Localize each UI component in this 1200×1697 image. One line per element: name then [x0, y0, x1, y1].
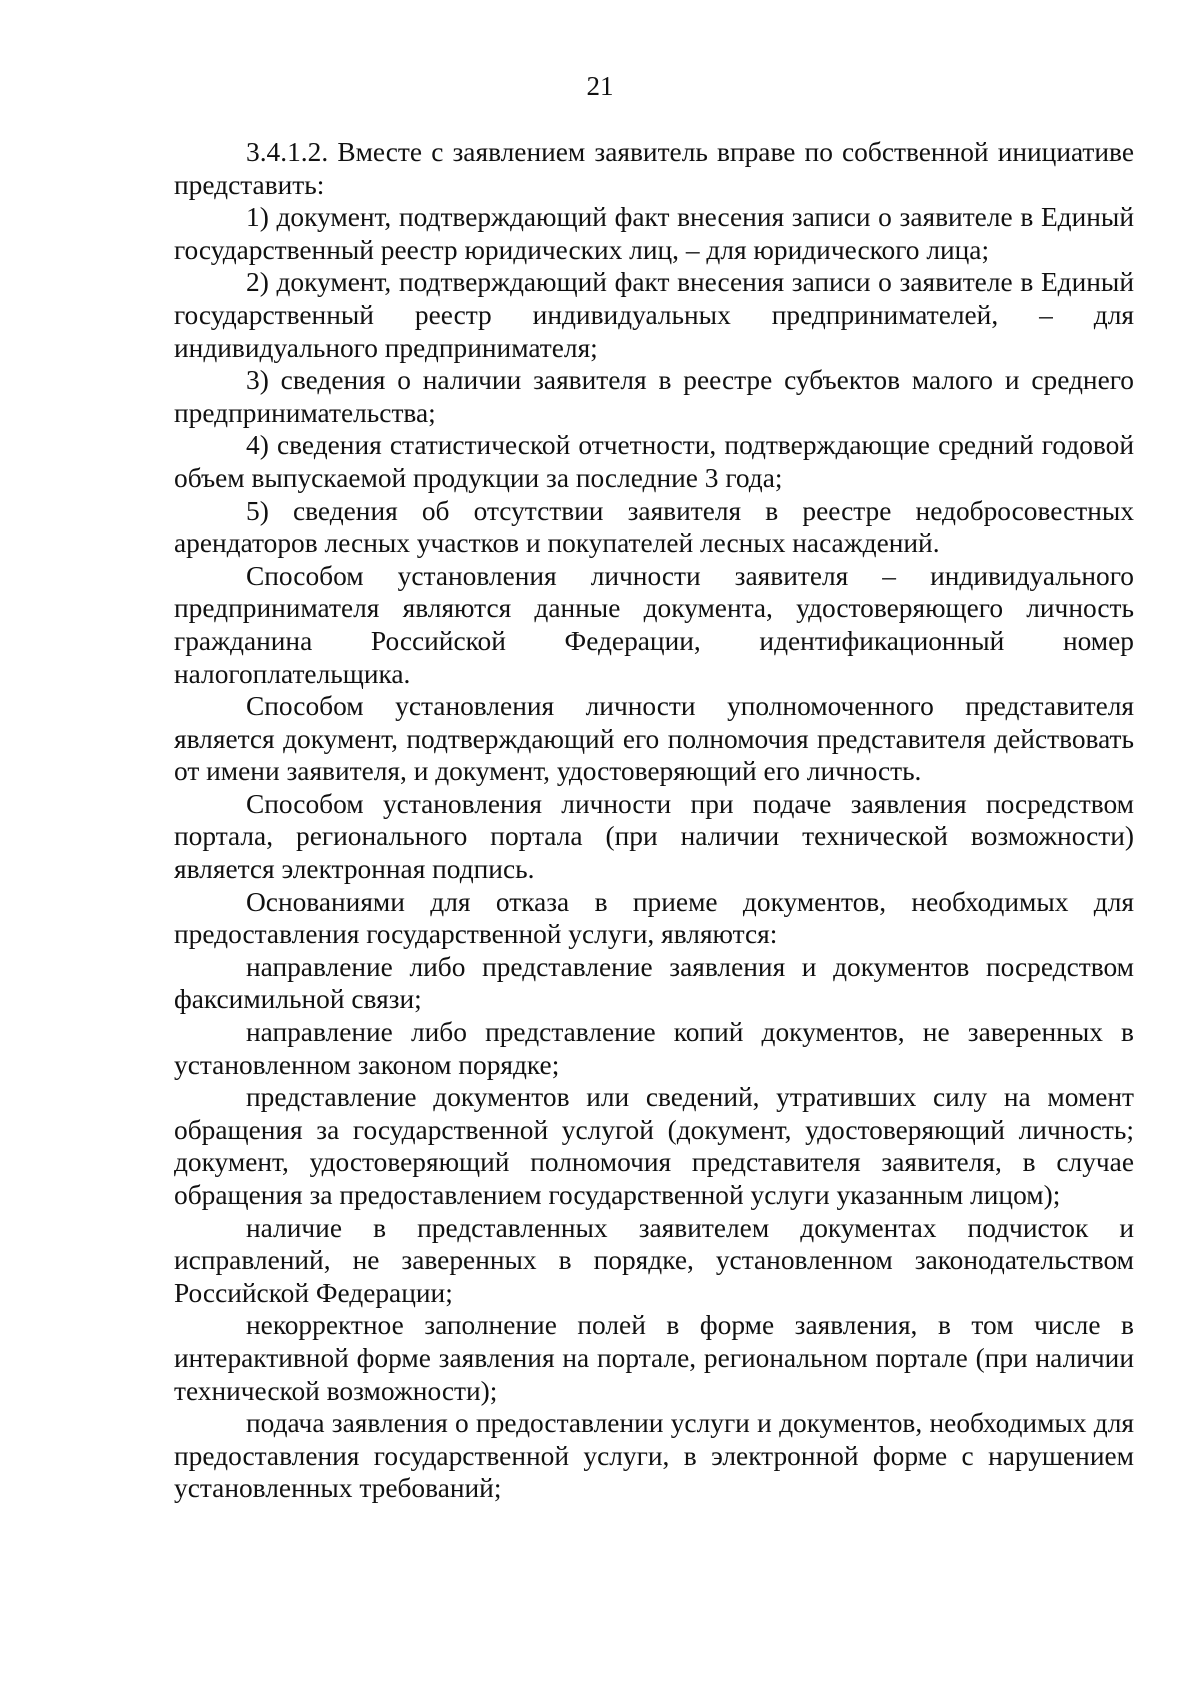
page-number: 21: [586, 71, 614, 101]
paragraph: подача заявления о предоставлении услуги и документов, необходимых для предоставления государственной услуги, в электронной форме с нарушением установленных требований;: [174, 1408, 1134, 1504]
paragraph: Способом установления личности уполномоченного представителя является документ, подтверждающий его полномочия представителя действовать от имени заявителя, и документ, удостоверяющий его личность.: [174, 691, 1134, 787]
document-body: [174, 136, 1134, 1505]
paragraph: 4) сведения статистической отчетности, подтверждающие средний годовой объем выпускаемой продукции за последние 3 года;: [174, 430, 1134, 493]
paragraph: Основаниями для отказа в приеме документов, необходимых для предоставления государственной услуги, являются:: [174, 886, 1134, 950]
paragraph: 3) сведения о наличии заявителя в реестре субъектов малого и среднего предпринимательства;: [174, 365, 1134, 428]
paragraph: направление либо представление копий документов, не заверенных в установленном законом порядке;: [174, 1017, 1134, 1080]
paragraph: некорректное заполнение полей в форме заявления, в том числе в интерактивной форме заявления на портале, региональном портале (при наличии технической возможности);: [174, 1310, 1134, 1406]
paragraph: направление либо представление заявления и документов посредством факсимильной связи;: [174, 951, 1134, 1015]
paragraph: представление документов или сведений, утративших силу на момент обращения за государственной услугой (документ, удостоверяющий личность; документ, удостоверяющий полномочия представителя заявителя, в случае обращения за предоставлением государственной услуги указанным лицом);: [174, 1082, 1134, 1210]
paragraph: 3.4.1.2. Вместе с заявлением заявитель вправе по собственной инициативе представить:: [174, 137, 1134, 200]
paragraph: Способом установления личности при подаче заявления посредством портала, регионального портала (при наличии технической возможности) является электронная подпись.: [174, 788, 1134, 885]
paragraph: 1) документ, подтверждающий факт внесения записи о заявителе в Единый государственный реестр юридических лиц, – для юридического лица;: [174, 202, 1134, 265]
paragraph: 2) документ, подтверждающий факт внесения записи о заявителе в Единый государственный реестр индивидуальных предпринимателей, – для индивидуального предпринимателя;: [174, 267, 1134, 363]
paragraph: 5) сведения об отсутствии заявителя в реестре недобросовестных арендаторов лесных участков и покупателей лесных насаждений.: [174, 495, 1134, 559]
paragraph: Способом установления личности заявителя – индивидуального предпринимателя являются данные документа, удостоверяющего личность гражданина Российской Федерации, идентификационный номер налогоплательщика.: [174, 560, 1134, 689]
paragraph: наличие в представленных заявителем документах подчисток и исправлений, не заверенных в порядке, установленном законодательством Российской Федерации;: [174, 1212, 1134, 1308]
